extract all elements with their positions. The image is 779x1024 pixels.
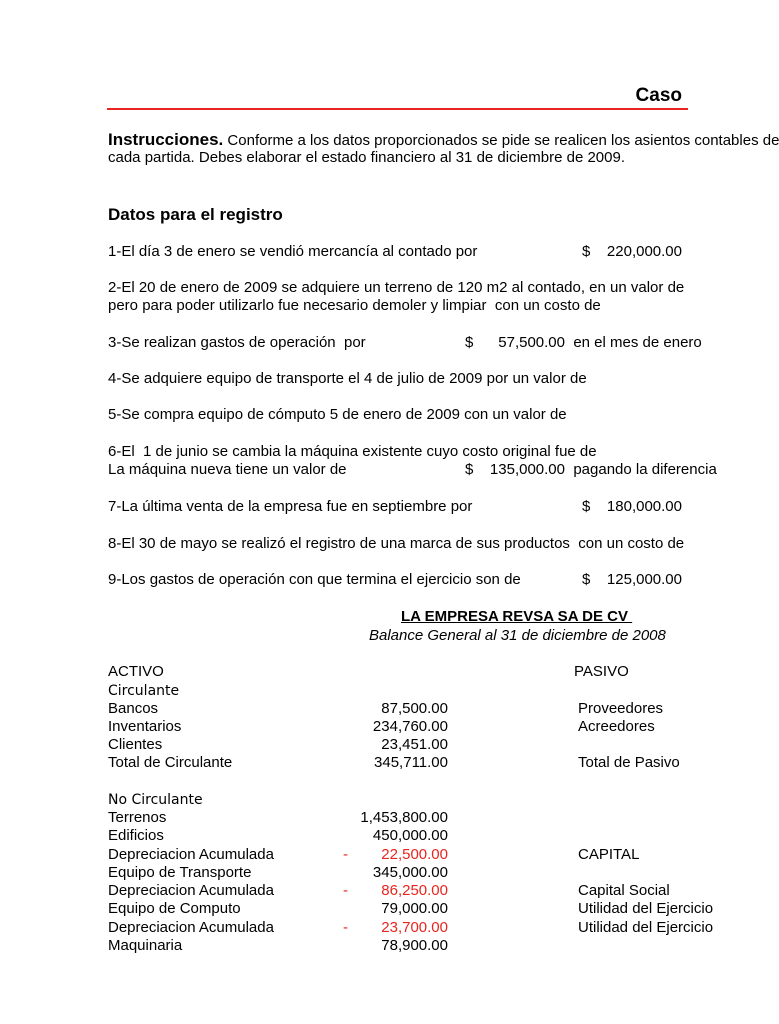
negative-sign: - — [343, 846, 348, 863]
capital-row-name: Capital Social — [578, 882, 670, 899]
datos-item-9-amount: 125,000.00 — [606, 571, 682, 588]
activo-row-name: Equipo de Computo — [108, 900, 241, 917]
activo-row-value: 79,000.00 — [381, 900, 448, 917]
pasivo-label: PASIVO — [574, 663, 629, 680]
activo-row-value: 345,711.00 — [374, 754, 448, 771]
activo-row-name: Depreciacion Acumulada — [108, 846, 274, 863]
activo-row-value: 78,900.00 — [381, 937, 448, 954]
datos-item-7-text: 7-La última venta de la empresa fue en septiembre por — [108, 498, 473, 515]
no-circulante-label: No Circulante — [108, 792, 203, 808]
page-title: Caso — [635, 85, 682, 106]
activo-row-value: 23,451.00 — [381, 736, 448, 753]
datos-item-9-text: 9-Los gastos de operación con que termina el ejercicio son de — [108, 571, 521, 588]
datos-item-5-text: 5-Se compra equipo de cómputo 5 de enero de 2009 con un valor de — [108, 406, 567, 423]
negative-sign: - — [343, 882, 348, 899]
activo-row-value-negative: 23,700.00 — [381, 919, 448, 936]
capital-row-name: Utilidad del Ejercicio — [578, 919, 714, 936]
balance-company-name: LA EMPRESA REVSA SA DE CV — [401, 608, 633, 625]
capital-label: CAPITAL — [578, 846, 640, 863]
pasivo-row-name: Acreedores — [578, 718, 655, 735]
datos-heading: Datos para el registro — [108, 205, 283, 224]
activo-label: ACTIVO — [108, 663, 164, 680]
datos-item-2-text2: pero para poder utilizarlo fue necesario demoler y limpiar con un costo de — [108, 297, 601, 314]
activo-row-name: Clientes — [108, 736, 163, 753]
activo-row-name: Equipo de Transporte — [108, 864, 252, 881]
capital-row-name: Utilidad del Ejercicio — [578, 900, 714, 917]
pasivo-row-name: Proveedores — [578, 700, 664, 717]
activo-row-name: Depreciacion Acumulada — [108, 882, 274, 899]
datos-item-2-text: 2-El 20 de enero de 2009 se adquiere un terreno de 120 m2 al contado, en un valor de — [108, 279, 685, 296]
datos-item-1-text: 1-El día 3 de enero se vendió mercancía al contado por — [108, 243, 478, 260]
activo-row-name: Total de Circulante — [108, 754, 233, 771]
datos-item-6-currency: $ — [465, 461, 474, 478]
activo-row-value-negative: 22,500.00 — [381, 846, 448, 863]
datos-item-9-currency: $ — [582, 571, 591, 588]
instructions-label: Instrucciones. — [108, 130, 224, 149]
activo-row-name: Edificios — [108, 827, 164, 844]
datos-item-7-amount: 180,000.00 — [606, 498, 682, 515]
activo-row-value: 87,500.00 — [381, 700, 448, 717]
instructions-line-2: cada partida. Debes elaborar el estado financiero al 31 de diciembre de 2009. — [108, 149, 626, 166]
activo-row-value: 234,760.00 — [372, 718, 448, 735]
datos-item-1-currency: $ — [582, 243, 591, 260]
activo-row-value: 1,453,800.00 — [360, 809, 448, 826]
datos-item-3-text: 3-Se realizan gastos de operación por — [108, 334, 366, 351]
datos-item-3-suffix: en el mes de enero — [565, 334, 702, 351]
activo-row-name: Terrenos — [108, 809, 167, 826]
title-divider — [107, 108, 688, 110]
datos-item-6-text: 6-El 1 de junio se cambia la máquina existente cuyo costo original fue de — [108, 443, 597, 460]
datos-item-7-currency: $ — [582, 498, 591, 515]
activo-row-name: Inventarios — [108, 718, 182, 735]
datos-item-6-text2: La máquina nueva tiene un valor de — [108, 461, 347, 478]
pasivo-row-name: Total de Pasivo — [578, 754, 680, 771]
activo-row-name: Maquinaria — [108, 937, 183, 954]
datos-item-3-amount: 57,500.00 — [498, 334, 565, 351]
datos-item-6-amount: 135,000.00 — [489, 461, 565, 478]
activo-row-value: 345,000.00 — [372, 864, 448, 881]
activo-row-value-negative: 86,250.00 — [381, 882, 448, 899]
datos-item-4-text: 4-Se adquiere equipo de transporte el 4 de julio de 2009 por un valor de — [108, 370, 587, 387]
activo-row-name: Bancos — [108, 700, 159, 717]
instructions-text-1: Conforme a los datos proporcionados se pide se realicen los asientos contables de — [223, 132, 779, 149]
balance-subtitle: Balance General al 31 de diciembre de 2008 — [369, 627, 666, 644]
activo-row-name: Depreciacion Acumulada — [108, 919, 274, 936]
datos-item-3-currency: $ — [465, 334, 474, 351]
datos-item-8-text: 8-El 30 de mayo se realizó el registro de una marca de sus productos con un costo de — [108, 535, 685, 552]
instructions-line-1 — [108, 130, 779, 151]
negative-sign: - — [343, 919, 348, 936]
circulante-label: Circulante — [108, 683, 180, 699]
datos-item-6-suffix: pagando la diferencia — [565, 461, 717, 478]
datos-item-1-amount: 220,000.00 — [606, 243, 682, 260]
activo-row-value: 450,000.00 — [372, 827, 448, 844]
